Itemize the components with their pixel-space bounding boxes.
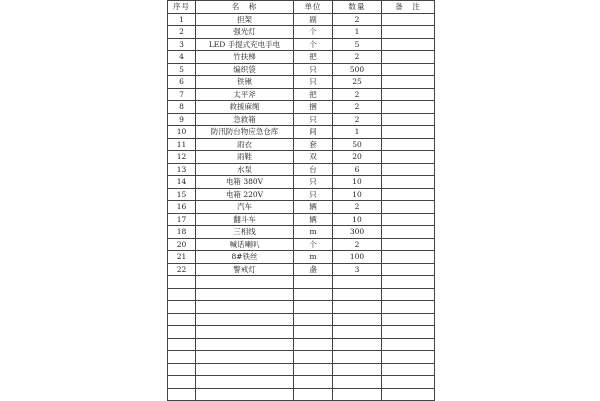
- blank-cell: [333, 326, 382, 339]
- table-row: [168, 151, 435, 164]
- table-row: [168, 163, 435, 176]
- blank-table-row: [168, 326, 435, 339]
- cell-name: 竹扶梯: [196, 51, 294, 64]
- blank-cell: [168, 288, 196, 301]
- blank-cell: [168, 326, 196, 339]
- blank-cell: [382, 288, 435, 301]
- blank-cell: [333, 388, 382, 401]
- cell-unit: 间: [294, 126, 333, 139]
- cell-unit: 只: [294, 63, 333, 76]
- cell-quantity: 1: [333, 126, 382, 139]
- blank-cell: [294, 326, 333, 339]
- blank-cell: [196, 363, 294, 376]
- blank-cell: [333, 338, 382, 351]
- cell-serial-no: 14: [168, 176, 196, 189]
- blank-cell: [294, 313, 333, 326]
- cell-remarks: [382, 113, 435, 126]
- cell-name: 8#铁丝: [196, 251, 294, 264]
- table-row: [168, 76, 435, 89]
- cell-serial-no: 13: [168, 163, 196, 176]
- cell-quantity: 500: [333, 63, 382, 76]
- cell-remarks: [382, 63, 435, 76]
- cell-unit: 把: [294, 51, 333, 64]
- cell-quantity: 2: [333, 101, 382, 114]
- cell-name: 翻斗车: [196, 213, 294, 226]
- cell-serial-no: 18: [168, 226, 196, 239]
- blank-cell: [382, 276, 435, 289]
- cell-quantity: 10: [333, 213, 382, 226]
- table-row: [168, 126, 435, 139]
- cell-unit: m: [294, 251, 333, 264]
- cell-unit: 套: [294, 138, 333, 151]
- cell-quantity: 2: [333, 13, 382, 26]
- cell-remarks: [382, 163, 435, 176]
- blank-cell: [294, 276, 333, 289]
- blank-cell: [168, 376, 196, 389]
- blank-cell: [333, 351, 382, 364]
- table-row: [168, 101, 435, 114]
- cell-unit: 个: [294, 238, 333, 251]
- cell-remarks: [382, 176, 435, 189]
- cell-name: 担架: [196, 13, 294, 26]
- cell-name: 铁锹: [196, 76, 294, 89]
- cell-serial-no: 9: [168, 113, 196, 126]
- blank-cell: [382, 376, 435, 389]
- cell-remarks: [382, 101, 435, 114]
- cell-quantity: 2: [333, 88, 382, 101]
- cell-serial-no: 7: [168, 88, 196, 101]
- cell-serial-no: 3: [168, 38, 196, 51]
- cell-serial-no: 4: [168, 51, 196, 64]
- table-row: [168, 251, 435, 264]
- blank-cell: [294, 288, 333, 301]
- table-row: [168, 113, 435, 126]
- table-header-row: [168, 1, 435, 14]
- blank-cell: [333, 363, 382, 376]
- cell-remarks: [382, 263, 435, 276]
- blank-cell: [294, 376, 333, 389]
- cell-remarks: [382, 51, 435, 64]
- cell-serial-no: 21: [168, 251, 196, 264]
- cell-serial-no: 1: [168, 13, 196, 26]
- blank-cell: [382, 363, 435, 376]
- table-row: [168, 176, 435, 189]
- blank-cell: [333, 276, 382, 289]
- blank-cell: [196, 301, 294, 314]
- table-row: [168, 51, 435, 64]
- blank-table-row: [168, 376, 435, 389]
- cell-unit: 双: [294, 151, 333, 164]
- blank-cell: [382, 326, 435, 339]
- blank-cell: [168, 351, 196, 364]
- cell-serial-no: 8: [168, 101, 196, 114]
- blank-table-row: [168, 351, 435, 364]
- cell-quantity: 10: [333, 176, 382, 189]
- cell-remarks: [382, 76, 435, 89]
- cell-name: 急救箱: [196, 113, 294, 126]
- cell-quantity: 100: [333, 251, 382, 264]
- blank-cell: [294, 351, 333, 364]
- cell-unit: m: [294, 226, 333, 239]
- blank-cell: [382, 351, 435, 364]
- cell-remarks: [382, 251, 435, 264]
- cell-quantity: 25: [333, 76, 382, 89]
- cell-name: 三相线: [196, 226, 294, 239]
- blank-cell: [168, 313, 196, 326]
- blank-table-row: [168, 363, 435, 376]
- cell-remarks: [382, 13, 435, 26]
- blank-cell: [382, 301, 435, 314]
- material-table-sheet: [167, 0, 435, 401]
- table-body: [168, 13, 435, 401]
- cell-remarks: [382, 213, 435, 226]
- table-row: [168, 38, 435, 51]
- cell-unit: 把: [294, 88, 333, 101]
- cell-quantity: 2: [333, 201, 382, 214]
- cell-name: 汽车: [196, 201, 294, 214]
- cell-unit: 只: [294, 113, 333, 126]
- cell-name: 防汛防台物应急仓库: [196, 126, 294, 139]
- cell-remarks: [382, 188, 435, 201]
- table-row: [168, 201, 435, 214]
- cell-name: 雨鞋: [196, 151, 294, 164]
- cell-remarks: [382, 138, 435, 151]
- blank-cell: [333, 376, 382, 389]
- cell-serial-no: 22: [168, 263, 196, 276]
- blank-cell: [333, 301, 382, 314]
- blank-cell: [196, 351, 294, 364]
- cell-quantity: 2: [333, 51, 382, 64]
- blank-table-row: [168, 288, 435, 301]
- cell-quantity: 3: [333, 263, 382, 276]
- blank-cell: [294, 301, 333, 314]
- cell-name: 救援麻绳: [196, 101, 294, 114]
- blank-cell: [294, 363, 333, 376]
- cell-name: 喊话喇叭: [196, 238, 294, 251]
- blank-table-row: [168, 276, 435, 289]
- blank-cell: [333, 288, 382, 301]
- blank-cell: [196, 338, 294, 351]
- cell-serial-no: 5: [168, 63, 196, 76]
- blank-cell: [382, 313, 435, 326]
- cell-quantity: 2: [333, 113, 382, 126]
- cell-unit: 个: [294, 26, 333, 39]
- cell-unit: 捆: [294, 101, 333, 114]
- table-row: [168, 88, 435, 101]
- blank-cell: [168, 338, 196, 351]
- cell-unit: 个: [294, 38, 333, 51]
- cell-quantity: 300: [333, 226, 382, 239]
- material-table: [167, 0, 435, 401]
- cell-name: 强光灯: [196, 26, 294, 39]
- table-row: [168, 26, 435, 39]
- header-unit: 单位: [294, 1, 333, 14]
- blank-cell: [333, 313, 382, 326]
- cell-unit: 辆: [294, 213, 333, 226]
- header-quantity: 数量: [333, 1, 382, 14]
- header-serial-no: 序号: [168, 1, 196, 14]
- cell-quantity: 2: [333, 238, 382, 251]
- cell-name: 电箱 220V: [196, 188, 294, 201]
- blank-cell: [168, 388, 196, 401]
- table-row: [168, 13, 435, 26]
- cell-remarks: [382, 226, 435, 239]
- blank-cell: [294, 388, 333, 401]
- blank-table-row: [168, 301, 435, 314]
- cell-serial-no: 20: [168, 238, 196, 251]
- cell-name: 太平斧: [196, 88, 294, 101]
- cell-remarks: [382, 88, 435, 101]
- cell-serial-no: 15: [168, 188, 196, 201]
- blank-cell: [196, 288, 294, 301]
- cell-remarks: [382, 151, 435, 164]
- cell-remarks: [382, 238, 435, 251]
- cell-quantity: 1: [333, 26, 382, 39]
- blank-cell: [196, 376, 294, 389]
- blank-cell: [168, 363, 196, 376]
- cell-unit: 副: [294, 13, 333, 26]
- blank-cell: [168, 301, 196, 314]
- cell-name: 警戒灯: [196, 263, 294, 276]
- blank-cell: [294, 338, 333, 351]
- cell-quantity: 6: [333, 163, 382, 176]
- blank-cell: [168, 276, 196, 289]
- table-row: [168, 188, 435, 201]
- header-remarks: 备 注: [382, 1, 435, 14]
- cell-serial-no: 2: [168, 26, 196, 39]
- table-row: [168, 63, 435, 76]
- cell-quantity: 50: [333, 138, 382, 151]
- cell-name: 雨衣: [196, 138, 294, 151]
- blank-cell: [196, 326, 294, 339]
- cell-name: 水泵: [196, 163, 294, 176]
- cell-serial-no: 17: [168, 213, 196, 226]
- cell-name: LED 手提式充电手电: [196, 38, 294, 51]
- cell-quantity: 10: [333, 188, 382, 201]
- cell-remarks: [382, 26, 435, 39]
- cell-remarks: [382, 201, 435, 214]
- cell-quantity: 5: [333, 38, 382, 51]
- blank-cell: [196, 388, 294, 401]
- cell-serial-no: 6: [168, 76, 196, 89]
- blank-cell: [382, 338, 435, 351]
- table-row: [168, 238, 435, 251]
- blank-table-row: [168, 388, 435, 401]
- cell-unit: 盏: [294, 263, 333, 276]
- cell-serial-no: 10: [168, 126, 196, 139]
- blank-cell: [382, 388, 435, 401]
- table-row: [168, 226, 435, 239]
- table-row: [168, 263, 435, 276]
- cell-name: 电箱 380V: [196, 176, 294, 189]
- cell-name: 编织袋: [196, 63, 294, 76]
- cell-unit: 只: [294, 76, 333, 89]
- blank-table-row: [168, 313, 435, 326]
- cell-unit: 台: [294, 163, 333, 176]
- blank-table-row: [168, 338, 435, 351]
- blank-cell: [196, 276, 294, 289]
- table-row: [168, 138, 435, 151]
- table-row: [168, 213, 435, 226]
- cell-serial-no: 12: [168, 151, 196, 164]
- cell-unit: 只: [294, 188, 333, 201]
- header-name: 名 称: [196, 1, 294, 14]
- cell-unit: 只: [294, 176, 333, 189]
- blank-cell: [196, 313, 294, 326]
- cell-serial-no: 16: [168, 201, 196, 214]
- cell-remarks: [382, 126, 435, 139]
- cell-unit: 辆: [294, 201, 333, 214]
- cell-quantity: 20: [333, 151, 382, 164]
- cell-serial-no: 11: [168, 138, 196, 151]
- cell-remarks: [382, 38, 435, 51]
